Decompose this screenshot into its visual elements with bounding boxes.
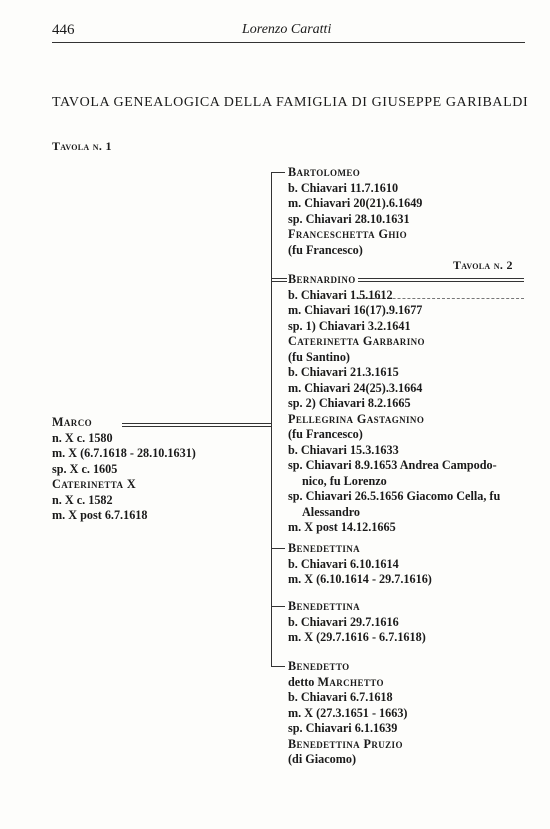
bartolomeo-line: Franceschetta Ghio — [288, 227, 408, 241]
benedetto-line: m. X (27.3.1651 - 1663) — [288, 705, 408, 720]
bernardino-line: Pellegrina Gastagnino — [288, 411, 425, 426]
bernardino-line: m. Chiavari 24(25).3.1664 — [288, 380, 423, 395]
bernardino-line: sp. Chiavari 26.5.1656 Giacomo Cella, fu — [288, 489, 501, 503]
bernardino-line: sp. 2) Chiavari 8.2.1665 — [288, 396, 411, 410]
benedettina-1-line: m. X (6.10.1614 - 29.7.1616) — [288, 572, 432, 586]
benedettina-2-branch — [271, 606, 285, 607]
tavola-1-label: Tavola n. 1 — [52, 139, 112, 153]
benedettina-2-line: Benedettina — [288, 599, 361, 613]
benedettina-2-line: b. Chiavari 29.7.1616 — [288, 614, 399, 629]
bernardino-line: Alessandro — [302, 504, 361, 519]
marco-line: m. X (6.7.1618 - 28.10.1631) — [52, 446, 196, 460]
bernardino-line: m. X post 14.12.1665 — [288, 520, 396, 534]
bernardino-line: (fu Francesco) — [288, 427, 363, 441]
tavola-2-label: Tavola n. 2 — [453, 258, 513, 272]
benedettina-1-line: Benedettina — [288, 541, 361, 555]
benedettina-1-branch — [271, 548, 285, 549]
page-number: 446 — [52, 22, 75, 38]
bartolomeo-line: Bartolomeo — [288, 165, 361, 179]
marco-line: n. X c. 1580 — [52, 430, 113, 445]
bartolomeo-line: m. Chiavari 20(21).6.1649 — [288, 196, 423, 210]
benedetto-block — [288, 659, 408, 768]
bartolomeo-line: b. Chiavari 11.7.1610 — [288, 180, 399, 195]
marco-line: m. X post 6.7.1618 — [52, 508, 148, 522]
marco-line: n. X c. 1582 — [52, 492, 113, 507]
bernardino-line: m. Chiavari 16(17).9.1677 — [288, 303, 423, 317]
running-title: Lorenzo Caratti — [242, 22, 332, 37]
benedettina-1-block — [288, 541, 432, 588]
bartolomeo-line: sp. Chiavari 28.10.1631 — [288, 211, 410, 226]
benedettina-2-block — [288, 599, 426, 646]
benedetto-line: Benedetto — [288, 659, 350, 673]
bernardino-line: b. Chiavari 1.5.1612 — [288, 287, 393, 302]
bernardino-line: sp. 1) Chiavari 3.2.1641 — [288, 318, 411, 333]
benedetto-line: b. Chiavari 6.7.1618 — [288, 690, 393, 704]
bartolomeo-line: (fu Francesco) — [288, 242, 363, 257]
marco-line: Marco — [52, 415, 93, 429]
benedetto-line: (di Giacomo) — [288, 752, 357, 766]
bartolomeo-block — [288, 165, 422, 258]
benedetto-line: sp. Chiavari 6.1.1639 — [288, 721, 398, 735]
bernardino-line: b. Chiavari 15.3.1633 — [288, 442, 399, 457]
benedetto-branch — [271, 666, 285, 667]
marco-line: Caterinetta X — [52, 477, 137, 491]
benedettina-1-line: b. Chiavari 6.10.1614 — [288, 556, 399, 571]
bernardino-line: sp. Chiavari 8.9.1653 Andrea Campodo- — [288, 458, 497, 472]
bernardino-line: Caterinetta Garbarino — [288, 334, 425, 348]
tree-trunk-line — [271, 172, 272, 667]
bernardino-block — [288, 272, 500, 536]
bernardino-line: (fu Santino) — [288, 349, 350, 364]
bernardino-line: Bernardino — [288, 272, 356, 286]
bartolomeo-branch — [271, 172, 285, 173]
header-rule — [52, 42, 525, 43]
bernardino-branch — [271, 278, 287, 282]
page-title: TAVOLA GENEALOGICA DELLA FAMIGLIA DI GIUSEPPE GARIBALDI — [52, 95, 529, 110]
bernardino-line: nico, fu Lorenzo — [302, 473, 387, 488]
marco-block — [52, 415, 196, 524]
bernardino-line: b. Chiavari 21.3.1615 — [288, 365, 399, 379]
benedettina-2-line: m. X (29.7.1616 - 6.7.1618) — [288, 630, 426, 644]
marco-line: sp. X c. 1605 — [52, 461, 118, 476]
benedetto-line: detto Marchetto — [288, 674, 384, 689]
benedetto-line: Benedettina Pruzio — [288, 736, 403, 751]
